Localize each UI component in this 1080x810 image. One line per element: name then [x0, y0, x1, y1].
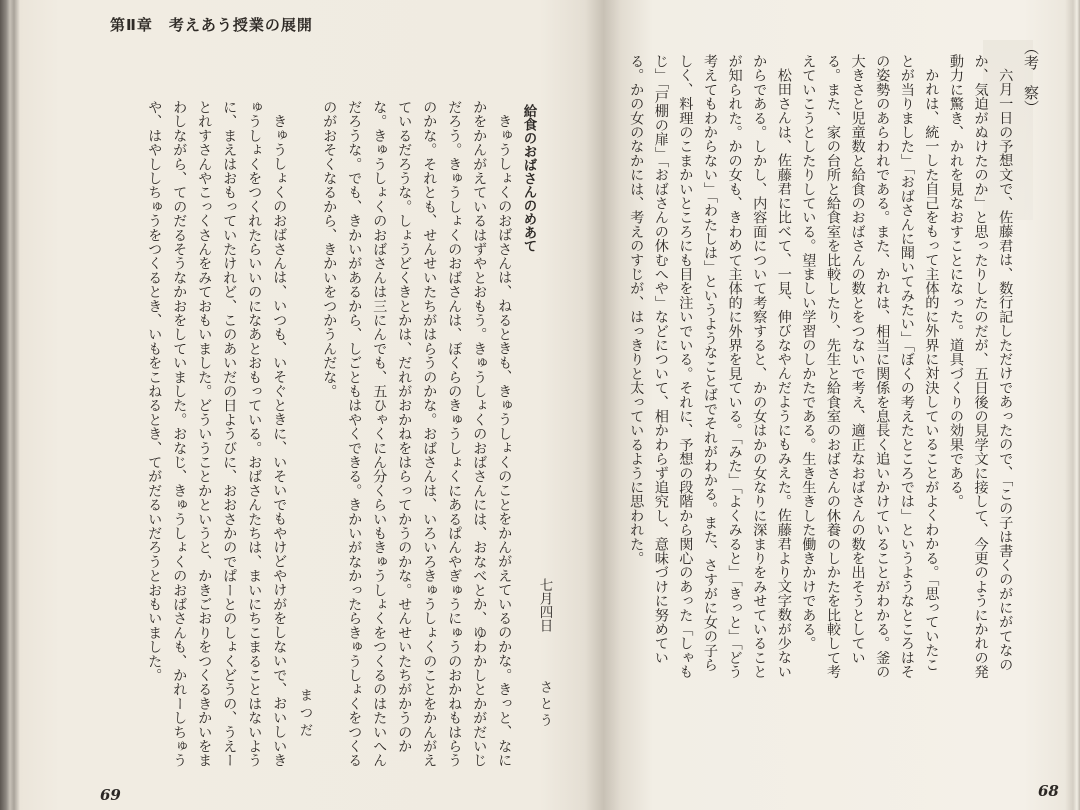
- text-column: とが当りました」「おばさんに聞いてみたい」「ぼくの考えたところでは」というようなところはそ: [898, 54, 915, 679]
- text-column: る。また、家の台所と給食室を比較したり、先生と給食室のおばさんの休養のしかたを比較して考: [825, 54, 841, 679]
- text-column: だろうな。でも、きかいがあるから、しごともはやくできる。きかいがなかったらきゅうしょくをつくる: [346, 100, 363, 768]
- text-column: 大きさと児童数と給食のおばさんの数とをつないで考え、適正なおばさんの数を出そうとしてい: [849, 54, 866, 665]
- text-column: が知られた。かの女も、きわめて主体的に外界を見ている。「みた」「よくみると」「きっと」「どう: [726, 54, 743, 679]
- page-number-right: 68: [1038, 782, 1059, 800]
- text-column: しく、料理のこまかいところにも目を注いでいる。それに、予想の段階から関心のあった「しゃも: [677, 54, 694, 679]
- text-column: だろう。きゅうしょくのおばさんは、ぼくらのきゅうしょくにあるぱんやぎゅうにゅうのおかねもはらう: [446, 100, 463, 768]
- text-column: な。きゅうしょくのおばさんは三にんでも、五ひゃくにん分くらいもきゅうしょくをつくるのはたいへん: [371, 100, 388, 768]
- text-column: ているだろうな。しょうどくきとかは、だれがおかねをはらってかうのかな。せんせいたちがかうのか: [396, 100, 413, 754]
- text-column: かをかんがえているはずやとおもう。きゅうしょくのおばさんには、おなべとか、ゆわかしとかがだいじ: [471, 100, 488, 768]
- text-column: かれは、統一した自己をもって主体的に外界に対決していることがよくわかる。「思っていたこ: [923, 68, 940, 672]
- text-column: からである。しかし、内容面について考察すると、かの女はかの女なりに深まりをみせていること: [751, 54, 768, 679]
- text-column: えていこうとしたりしている。望ましい学習のしかたである。生き生きした働きかけである。: [800, 54, 817, 651]
- text-column: の姿勢のあらわれである。また、かれは、相当に関係を息長く追いかけていることがわかる。釜の: [874, 54, 891, 679]
- text-column: きゅうしょくのおばさんは、ねるときも、きゅうしょくのことをかんがえているのかな。きっと、なに: [496, 114, 513, 768]
- right-page: [603, 0, 1080, 810]
- text-column: か、気迫がぬけたのか」と思ったりしたのだが、五日後の見学文に接して、今更のようにかれの発: [972, 54, 989, 679]
- diary-author-sato: さとう: [536, 680, 553, 730]
- text-column: 考えてもわからない」「わたしは」というようなことばでそれがわかる。また、さすがに女の子ら: [702, 54, 718, 672]
- text-column: きゅうしょくのおばさんは、いつも、いそぐときに、いそいでもやけどやけがをしないで、おいしいき: [271, 114, 288, 768]
- diary-author-matsuda: まつだ: [296, 688, 313, 741]
- text-column: る。かの女のなかには、考えのすじが、はっきりと太っているように思われた。: [628, 54, 645, 566]
- text-column: 動力に驚き、かれを見なおすことになった。道具づくりの効果である。: [948, 54, 964, 509]
- diary-title: 給食のおばさんのめあて: [520, 104, 537, 253]
- text-column: 六月一日の予想文で、佐藤君は、数行記しただけであったので、「この子は書くのがにがてなの: [997, 68, 1014, 672]
- diary-date: 七月四日: [536, 578, 553, 632]
- text-column: とれすさんやこっくさんをみておもいました。どういうことかというと、かきごおりをつくるきかいをま: [196, 100, 213, 768]
- text-column: に、まえはおもっていたけれど、このあいだの日ようびに、おおさかのでぱーとのしょくどうの、うえー: [221, 100, 238, 768]
- text-column: のがおそくなるから、きかいをつかうんだな。: [321, 100, 338, 399]
- page-number-left: 69: [100, 786, 121, 804]
- text-column: のかな。それとも、せんせいたちがはらうのかな。おばさんは、いろいろきゅうしょくのことをかんがえ: [421, 100, 438, 768]
- text-column: じ」「戸棚の扉」「おばさんの休むへや」などについて、相かわらず追究し、意味づけに努めてい: [652, 54, 669, 665]
- section-heading: （考 察）: [1022, 40, 1040, 115]
- text-column: 松田さんは、佐藤君に比べて、一見、伸びなやんだようにもみえた。佐藤君より文字数が少ない: [775, 68, 792, 679]
- text-column: や、はやししちゅうをつくるとき、いもをこねるとき、てがだるいだろうとおもいました。: [146, 100, 163, 683]
- text-column: ゅうしょくをつくれたらいいのになあとおもっている。おばさんたちは、まいにちこまることはないよう: [246, 100, 263, 768]
- running-head: 第Ⅱ章 考えあう授業の展開: [110, 16, 313, 34]
- text-column: わしながら、てのだるそうなかおをしていました。おなじ、きゅうしょくのおばさんも、かれーしちゅう: [171, 100, 188, 768]
